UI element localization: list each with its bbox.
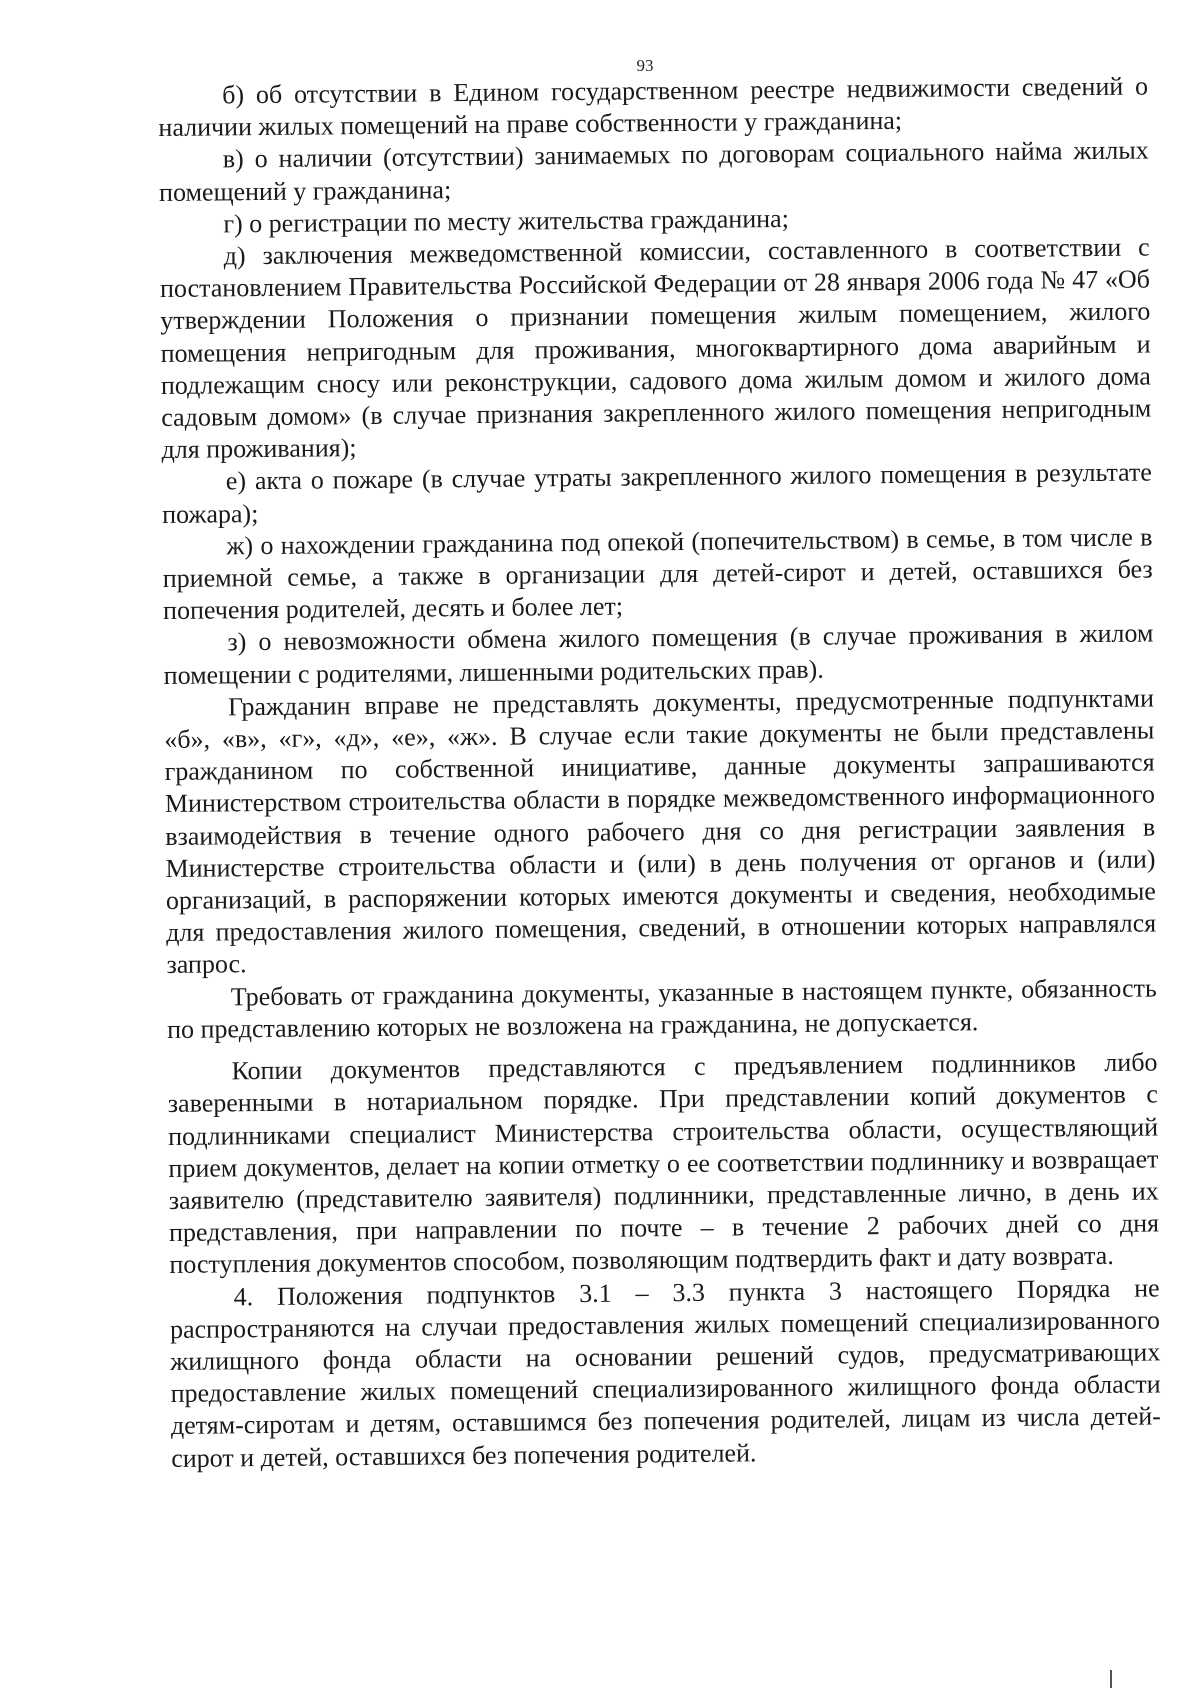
- paragraph-item-b: б) об отсутствии в Едином государственном реестре недвижимости сведений о наличии жилых помещений на праве собственности у гражданина;: [158, 71, 1149, 143]
- paragraph-document-copies: Копии документов представляются с предъявлением подлинников либо заверенными в нотариальном порядке. При представлении копий документов с подлинниками специалист Министерства строительства области, осуществляющий прием документов, делает на копии отметку о ее соответствии подлиннику и возвращает заявителю (представителю заявителя) подлинники, представленные лично, в день их представления, при направлении по почте – в течение 2 рабочих дней со дня поступления документов способом, позволяющим подтвердить факт и дату возврата.: [167, 1047, 1160, 1280]
- document-text: [158, 70, 1161, 1474]
- paragraph-item-zh: ж) о нахождении гражданина под опекой (попечительством) в семье, в том числе в приемной семье, а также в организации для детей-сирот и детей, оставшихся без попечения родителей, десять и более лет;: [162, 522, 1153, 626]
- paragraph-item-z: з) о невозможности обмена жилого помещения (в случае проживания в жилом помещении с родителями, лишенными родительских прав).: [163, 618, 1154, 690]
- paragraph-prohibition: Требовать от гражданина документы, указанные в настоящем пункте, обязанность по представлению которых не возложена на гражданина, не допускается.: [166, 973, 1157, 1044]
- scan-edge-mark: [1110, 1670, 1112, 1688]
- paragraph-item-d: д) заключения межведомственной комиссии, составленного в соответствии с постановлением Правительства Российской Федерации от 28 января 2006 года № 47 «Об утверждении Положения о признании помещения жилым помещением, жилого помещения непригодным для проживания, многоквартирного дома аварийным и подлежащим сносу или реконструкции, садового дома жилым домом и жилого дома садовым домом» (в случае признания закрепленного жилого помещения непригодным для проживания);: [159, 232, 1152, 465]
- paragraph-item-e: е) акта о пожаре (в случае утраты закрепленного жилого помещения в результате пожара);: [162, 457, 1152, 529]
- paragraph-clause-4: 4. Положения подпунктов 3.1 – 3.3 пункта 3 настоящего Порядка не распространяются на случаи предоставления жилых помещений специализированного жилищного фонда области на основании решений судов, предусматривающих предоставление жилых помещений специализированного жилищного фонда области детям-сиротам и детям, оставшимся без попечения родителей, лицам из числа детей-сирот и детей, оставшихся без попечения родителей.: [169, 1272, 1162, 1473]
- paragraph-item-v: в) о наличии (отсутствии) занимаемых по договорам социального найма жилых помещений у гражданина;: [158, 135, 1149, 207]
- paragraph-item-g: г) о регистрации по месту жительства гражданина;: [223, 203, 789, 239]
- paragraph-citizen-rights: Гражданин вправе не представлять документы, предусмотренные подпунктами «б», «в», «г», «д», «е», «ж». В случае если такие документы не были представлены гражданином по собственной инициативе, данные документы запрашиваются Министерством строительства области в порядке межведомственного информационного взаимодействия в течение одного рабочего дня со дня регистрации заявления в Министерстве строительства области и (или) в день получения от органов и (или) организаций, в распоряжении которых имеются документы и сведения, необходимые для предоставления жилого помещения, сведений, в отношении которых направлялся запрос.: [164, 683, 1157, 980]
- page-number: 93: [636, 56, 654, 75]
